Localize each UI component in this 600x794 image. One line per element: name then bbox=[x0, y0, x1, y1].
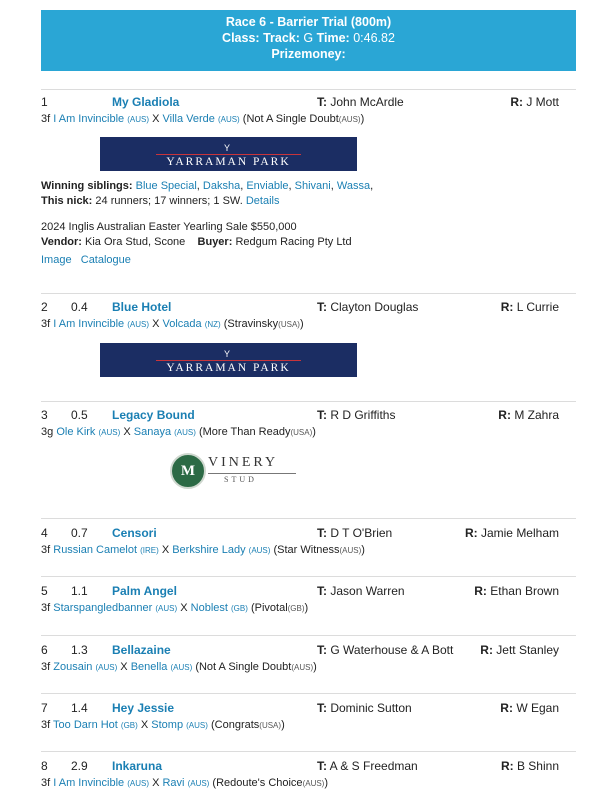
age-sex: 3f bbox=[41, 777, 51, 789]
yarraman-crest-icon: Y bbox=[224, 143, 231, 153]
sire-country: (IRE) bbox=[140, 546, 159, 555]
horse-name-link[interactable]: Blue Hotel bbox=[112, 300, 172, 314]
sire-country: (GB) bbox=[120, 721, 138, 730]
sire-link[interactable]: I Am Invincible bbox=[53, 777, 125, 789]
jockey-name: L Currie bbox=[516, 300, 559, 314]
dam-country: (GB) bbox=[231, 604, 248, 613]
damsire-country: (USA) bbox=[259, 721, 282, 730]
winning-siblings: Winning siblings: Blue Special, Daksha, Enviable, Shivani, Wassa, bbox=[41, 180, 374, 192]
nick-text: 24 runners; 17 winners; 1 SW. bbox=[95, 195, 243, 207]
vinery-rule bbox=[208, 473, 296, 474]
trainer bbox=[317, 701, 412, 715]
damsire-country: (USA) bbox=[278, 320, 300, 329]
damsire-country: (AUS) bbox=[338, 115, 361, 124]
finish-position: 4 bbox=[41, 526, 48, 540]
vinery-initial: M bbox=[180, 463, 196, 479]
pedigree: 3f I Am Invincible (AUS) X Villa Verde (AUS) (Not A Single Doubt(AUS)) bbox=[41, 113, 365, 125]
vinery-stud-banner[interactable] bbox=[170, 451, 296, 493]
damsire-country: (AUS) bbox=[339, 546, 362, 555]
nick-label: This nick: bbox=[41, 195, 93, 207]
dam-link[interactable]: Ravi bbox=[162, 777, 185, 789]
vinery-stud-text: STUD bbox=[224, 475, 257, 484]
buyer-label: Buyer: bbox=[197, 236, 233, 248]
trainer-label: T: bbox=[317, 95, 327, 109]
damsire-country: (USA) bbox=[290, 428, 313, 437]
jockey-label: R: bbox=[510, 95, 523, 109]
trainer-name: A & S Freedman bbox=[329, 759, 418, 773]
runner-entry-3 bbox=[41, 408, 576, 438]
vinery-emblem-icon bbox=[170, 453, 206, 489]
race-title: Race 6 - Barrier Trial (800m) bbox=[225, 15, 392, 29]
runner-entry-8 bbox=[41, 759, 576, 789]
x-separator: X bbox=[152, 113, 160, 125]
margin: 0.4 bbox=[71, 300, 88, 314]
trainer bbox=[317, 643, 453, 657]
trainer-label: T: bbox=[317, 408, 327, 422]
sire-link[interactable]: I Am Invincible bbox=[53, 113, 125, 125]
damsire: (Not A Single Doubt bbox=[242, 113, 339, 125]
damsire-country: (AUS) bbox=[302, 779, 325, 788]
runner-entry-5 bbox=[41, 584, 576, 614]
trainer-name: Clayton Douglas bbox=[330, 300, 419, 314]
damsire: (More Than Ready bbox=[198, 426, 291, 438]
jockey-name: J Mott bbox=[526, 95, 559, 109]
pedigree: 3f Zousain (AUS) X Benella (AUS) (Not A Single Doubt(AUS)) bbox=[41, 661, 317, 673]
jockey bbox=[510, 95, 559, 109]
margin: 2.9 bbox=[71, 759, 88, 773]
damsire: (Star Witness bbox=[273, 544, 340, 556]
trainer-name: D T O'Brien bbox=[330, 526, 393, 540]
margin: 1.3 bbox=[71, 643, 88, 657]
runner-entry-2 bbox=[41, 300, 576, 330]
sire-link[interactable]: Starspangledbanner bbox=[53, 602, 153, 614]
divider bbox=[41, 635, 576, 636]
this-nick bbox=[41, 194, 373, 209]
trainer-label: T: bbox=[317, 759, 327, 773]
trainer bbox=[317, 759, 418, 773]
track-value: G bbox=[303, 31, 314, 45]
jockey-label: R: bbox=[474, 584, 487, 598]
trainer bbox=[317, 584, 405, 598]
pedigree: 3f Too Darn Hot (GB) X Stomp (AUS) (Congrats(USA)) bbox=[41, 719, 285, 731]
dam-link[interactable]: Sanaya bbox=[133, 426, 172, 438]
vendor-buyer bbox=[41, 235, 373, 250]
pedigree: 3f Starspangledbanner (AUS) X Noblest (GB) (Pivotal(GB)) bbox=[41, 602, 309, 614]
sibling-link[interactable]: Blue Special bbox=[135, 180, 197, 192]
trainer-name: John McArdle bbox=[330, 95, 404, 109]
sibling-link[interactable]: Daksha bbox=[202, 180, 241, 192]
age-sex: 3f bbox=[41, 602, 51, 614]
damsire: (Pivotal bbox=[250, 602, 288, 614]
trainer bbox=[317, 526, 392, 540]
dam-link[interactable]: Villa Verde bbox=[162, 113, 215, 125]
details-link[interactable]: Details bbox=[245, 195, 280, 207]
sire-country: (AUS) bbox=[155, 604, 178, 613]
buyer-value: Redgum Racing Pty Ltd bbox=[235, 236, 352, 248]
jockey-name: W Egan bbox=[516, 701, 559, 715]
jockey-name: Ethan Brown bbox=[490, 584, 559, 598]
x-separator: X bbox=[123, 426, 131, 438]
dam-link[interactable]: Stomp bbox=[151, 719, 184, 731]
trainer-label: T: bbox=[317, 526, 327, 540]
horse-name-link[interactable]: Legacy Bound bbox=[112, 408, 195, 422]
vendor-label: Vendor: bbox=[41, 236, 82, 248]
sire-country: (AUS) bbox=[98, 428, 121, 437]
trainer bbox=[317, 408, 395, 422]
sire-country: (AUS) bbox=[127, 320, 150, 329]
time-value: 0:46.82 bbox=[353, 31, 395, 45]
prizemoney-label: Prizemoney: bbox=[271, 47, 346, 61]
trainer-name: Jason Warren bbox=[330, 584, 405, 598]
finish-position: 5 bbox=[41, 584, 48, 598]
dam-link[interactable]: Volcada bbox=[162, 318, 202, 330]
x-separator: X bbox=[152, 777, 160, 789]
sibling-link[interactable]: Enviable bbox=[246, 180, 289, 192]
x-separator: X bbox=[180, 602, 188, 614]
runner-entry-1 bbox=[41, 95, 576, 125]
jockey bbox=[498, 408, 559, 422]
vendor-value: Kia Ora Stud, Scone bbox=[85, 236, 186, 248]
dam-country: (AUS) bbox=[217, 115, 240, 124]
vinery-logo-text: VINERY bbox=[208, 455, 279, 470]
dam-country: (AUS) bbox=[170, 663, 193, 672]
jockey-label: R: bbox=[500, 759, 514, 773]
yarraman-logo-text: YARRAMAN PARK bbox=[166, 156, 291, 168]
pedigree: 3f I Am Invincible (AUS) X Volcada (NZ) (Stravinsky(USA)) bbox=[41, 318, 304, 330]
trainer-name: Dominic Sutton bbox=[330, 701, 412, 715]
jockey bbox=[474, 584, 559, 598]
age-sex: 3f bbox=[41, 113, 51, 125]
siblings-label: Winning siblings: bbox=[41, 180, 133, 192]
dam-country: (NZ) bbox=[204, 320, 221, 329]
horse-name-link[interactable]: Bellazaine bbox=[112, 643, 171, 657]
margin: 1.1 bbox=[71, 584, 88, 598]
horse-name-link[interactable]: Palm Angel bbox=[112, 584, 177, 598]
jockey-label: R: bbox=[464, 526, 478, 540]
sale-info: 2024 Inglis Australian Easter Yearling Sale $550,000 bbox=[41, 221, 297, 233]
banner-rule bbox=[156, 154, 301, 155]
jockey bbox=[480, 643, 559, 657]
jockey-label: R: bbox=[500, 300, 514, 314]
dam-country: (AUS) bbox=[248, 546, 271, 555]
age-sex: 3f bbox=[41, 719, 51, 731]
runner-entry-4 bbox=[41, 526, 576, 556]
margin: 1.4 bbox=[71, 701, 88, 715]
race-header bbox=[41, 10, 576, 71]
sibling-link[interactable]: Shivani bbox=[294, 180, 331, 192]
finish-position: 7 bbox=[41, 701, 48, 715]
jockey bbox=[500, 701, 559, 715]
dam-country: (AUS) bbox=[187, 779, 210, 788]
divider bbox=[41, 751, 576, 752]
yarraman-park-banner[interactable] bbox=[100, 343, 357, 377]
dam-country: (AUS) bbox=[186, 721, 208, 730]
dam-link[interactable]: Benella bbox=[130, 661, 168, 673]
runner1-info bbox=[41, 179, 373, 268]
jockey-name: B Shinn bbox=[516, 759, 559, 773]
damsire: (Not A Single Doubt bbox=[195, 661, 292, 673]
yarraman-logo-text: YARRAMAN PARK bbox=[166, 362, 291, 374]
damsire: (Stravinsky bbox=[223, 318, 279, 330]
yarraman-crest-icon: Y bbox=[224, 349, 231, 359]
trainer-label: T: bbox=[317, 701, 327, 715]
horse-name-link[interactable]: Hey Jessie bbox=[112, 701, 175, 715]
trainer-label: T: bbox=[317, 584, 327, 598]
image-link[interactable]: Image bbox=[41, 254, 72, 266]
sire-country: (AUS) bbox=[127, 779, 150, 788]
sibling-link[interactable]: Wassa bbox=[336, 180, 371, 192]
trainer-name: G Waterhouse & A Bott bbox=[330, 643, 454, 657]
age-sex: 3g bbox=[41, 426, 54, 438]
horse-name-link[interactable]: Censori bbox=[112, 526, 157, 540]
finish-position: 3 bbox=[41, 408, 48, 422]
damsire-country: (AUS) bbox=[291, 663, 314, 672]
divider bbox=[41, 89, 576, 90]
jockey-label: R: bbox=[498, 408, 511, 422]
runner-entry-6 bbox=[41, 643, 576, 673]
age-sex: 3f bbox=[41, 318, 51, 330]
jockey-name: Jett Stanley bbox=[496, 643, 559, 657]
x-separator: X bbox=[152, 318, 160, 330]
jockey-label: R: bbox=[480, 643, 493, 657]
x-separator: X bbox=[161, 544, 170, 556]
divider bbox=[41, 518, 576, 519]
finish-position: 8 bbox=[41, 759, 48, 773]
jockey-label: R: bbox=[500, 701, 513, 715]
sale-links bbox=[41, 253, 373, 268]
race-meta bbox=[41, 30, 576, 46]
divider bbox=[41, 401, 576, 402]
finish-position: 1 bbox=[41, 95, 48, 109]
catalogue-link[interactable]: Catalogue bbox=[80, 254, 131, 266]
pedigree: 3f Russian Camelot (IRE) X Berkshire Lady (AUS) (Star Witness(AUS)) bbox=[41, 544, 365, 556]
dam-country: (AUS) bbox=[174, 428, 196, 437]
track-label: Track: bbox=[263, 31, 300, 45]
sire-link[interactable]: Zousain bbox=[53, 661, 93, 673]
pedigree: 3f I Am Invincible (AUS) X Ravi (AUS) (Redoute's Choice(AUS)) bbox=[41, 777, 329, 789]
class-label: Class: bbox=[222, 31, 260, 45]
jockey-name: M Zahra bbox=[514, 408, 559, 422]
horse-name-link[interactable]: My Gladiola bbox=[112, 95, 180, 109]
divider bbox=[41, 293, 576, 294]
sire-link[interactable]: Too Darn Hot bbox=[53, 719, 118, 731]
trainer bbox=[317, 95, 404, 109]
horse-name-link[interactable]: Inkaruna bbox=[112, 759, 163, 773]
x-separator: X bbox=[140, 719, 149, 731]
dam-link[interactable]: Berkshire Lady bbox=[172, 544, 246, 556]
finish-position: 6 bbox=[41, 643, 48, 657]
banner-rule bbox=[156, 360, 301, 361]
finish-position: 2 bbox=[41, 300, 48, 314]
damsire: (Redoute's Choice bbox=[212, 777, 303, 789]
margin: 0.5 bbox=[71, 408, 88, 422]
runner-entry-7 bbox=[41, 701, 576, 731]
trainer-name: R D Griffiths bbox=[330, 408, 396, 422]
sire-link[interactable]: Ole Kirk bbox=[56, 426, 96, 438]
time-label: Time: bbox=[316, 31, 350, 45]
trainer bbox=[317, 300, 418, 314]
trainer-label: T: bbox=[317, 643, 327, 657]
age-sex: 3f bbox=[41, 544, 51, 556]
jockey-name: Jamie Melham bbox=[480, 526, 559, 540]
divider bbox=[41, 693, 576, 694]
sire-link[interactable]: Russian Camelot bbox=[53, 544, 138, 556]
x-separator: X bbox=[120, 661, 128, 673]
sire-country: (AUS) bbox=[127, 115, 150, 124]
dam-link[interactable]: Noblest bbox=[190, 602, 228, 614]
jockey bbox=[501, 300, 559, 314]
pedigree: 3g Ole Kirk (AUS) X Sanaya (AUS) (More Than Ready(USA)) bbox=[41, 426, 316, 438]
yarraman-park-banner[interactable] bbox=[100, 137, 357, 171]
age-sex: 3f bbox=[41, 661, 51, 673]
damsire: (Congrats bbox=[210, 719, 260, 731]
margin: 0.7 bbox=[71, 526, 88, 540]
sire-link[interactable]: I Am Invincible bbox=[53, 318, 125, 330]
trainer-label: T: bbox=[317, 300, 327, 314]
jockey bbox=[501, 759, 559, 773]
divider bbox=[41, 576, 576, 577]
damsire-country: (GB) bbox=[287, 604, 305, 613]
sire-country: (AUS) bbox=[95, 663, 118, 672]
jockey bbox=[465, 526, 559, 540]
